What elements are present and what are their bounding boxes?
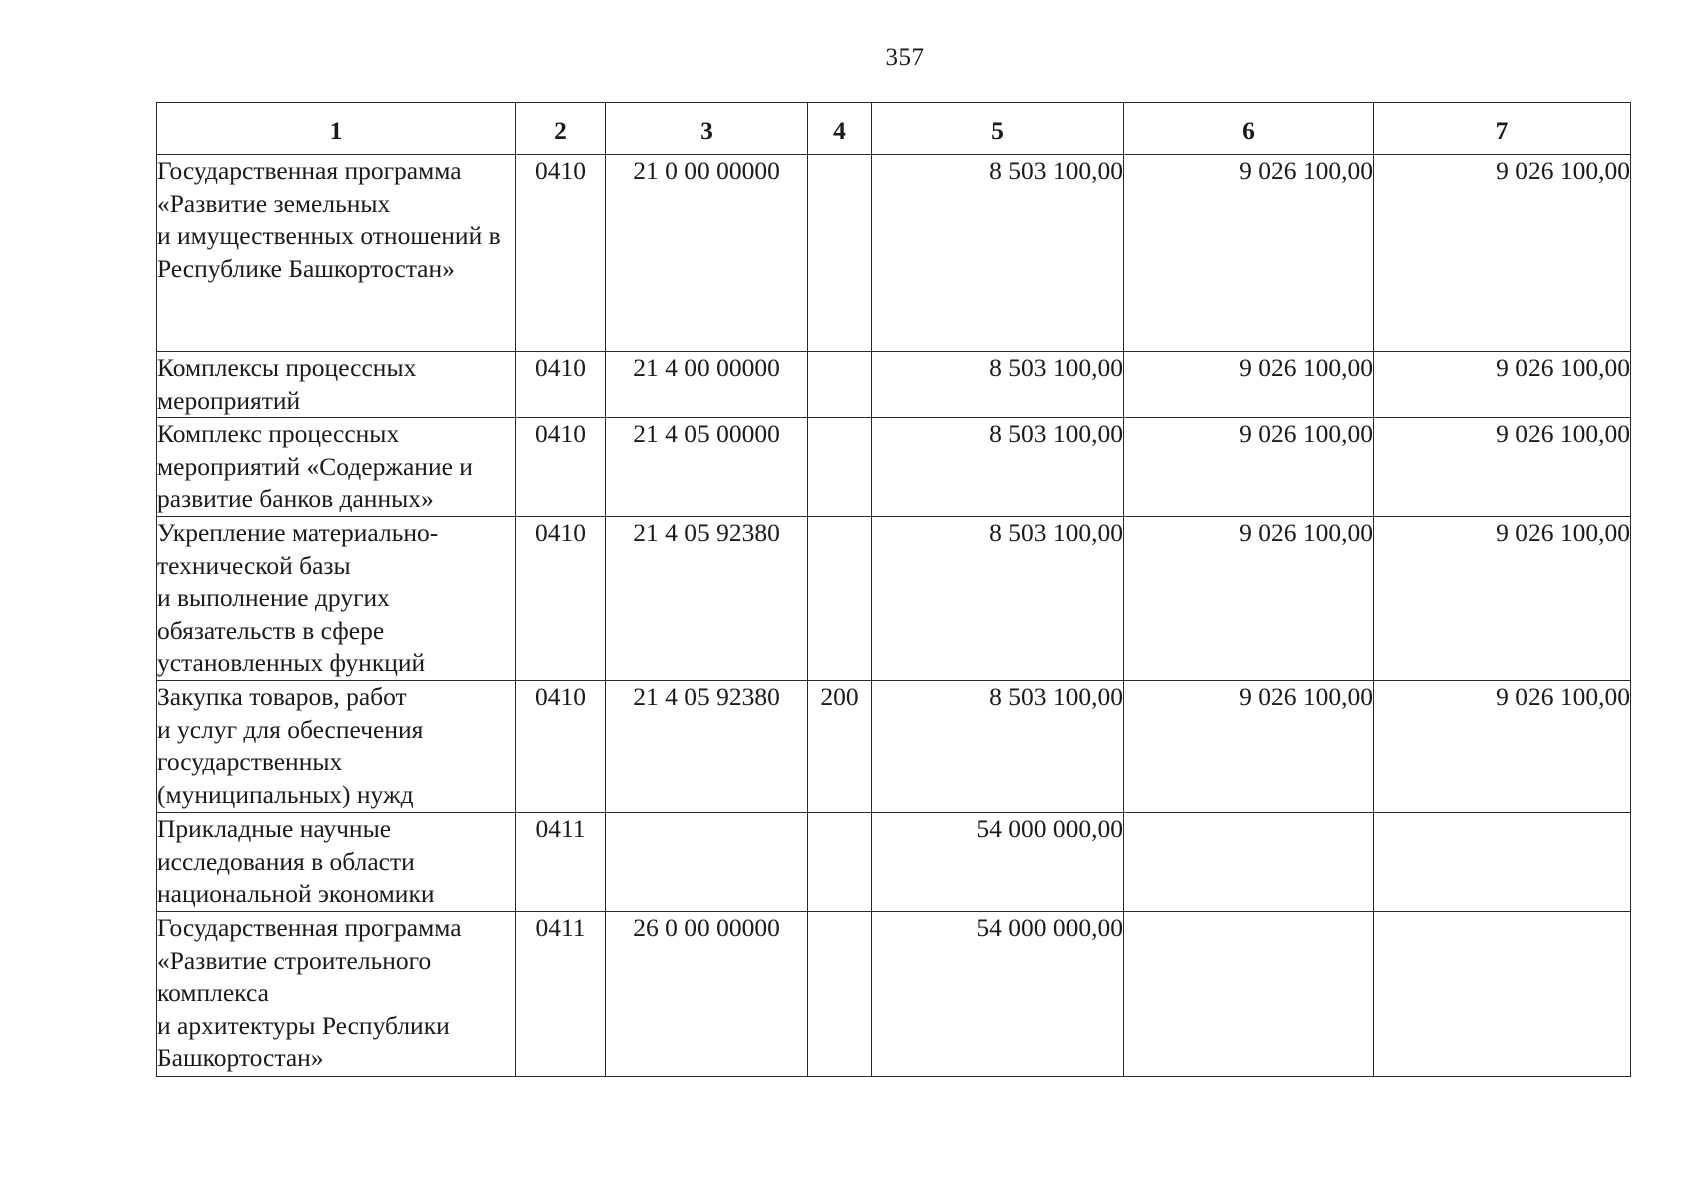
- header-col-1: 1: [157, 103, 516, 155]
- row-value-5: 54 000 000,00: [872, 912, 1124, 1077]
- row-value-5: 8 503 100,00: [872, 352, 1124, 418]
- row-name: Комплексы процессных мероприятий: [157, 352, 516, 418]
- row-section: 0410: [516, 418, 606, 517]
- row-value-5: 8 503 100,00: [872, 155, 1124, 352]
- row-type: [808, 813, 872, 912]
- row-article: 21 4 05 00000: [606, 418, 808, 517]
- header-col-7: 7: [1374, 103, 1631, 155]
- row-section: 0411: [516, 813, 606, 912]
- row-type: [808, 517, 872, 681]
- row-value-5: 8 503 100,00: [872, 418, 1124, 517]
- table-row: [157, 155, 1631, 352]
- row-value-6: [1124, 912, 1374, 1077]
- row-article: 21 4 05 92380: [606, 517, 808, 681]
- row-type: [808, 418, 872, 517]
- header-col-5: 5: [872, 103, 1124, 155]
- table-row: [157, 912, 1631, 1077]
- row-value-7: 9 026 100,00: [1374, 352, 1631, 418]
- row-value-6: 9 026 100,00: [1124, 517, 1374, 681]
- table-row: [157, 352, 1631, 418]
- row-value-7: 9 026 100,00: [1374, 418, 1631, 517]
- row-value-5: 8 503 100,00: [872, 517, 1124, 681]
- header-col-4: 4: [808, 103, 872, 155]
- row-value-7: 9 026 100,00: [1374, 517, 1631, 681]
- page-number: 357: [885, 44, 925, 71]
- row-type: [808, 352, 872, 418]
- table-row: [157, 813, 1631, 912]
- row-value-7: 9 026 100,00: [1374, 681, 1631, 813]
- row-value-6: 9 026 100,00: [1124, 418, 1374, 517]
- row-type: 200: [808, 681, 872, 813]
- row-article: 21 4 05 92380: [606, 681, 808, 813]
- row-section: 0410: [516, 155, 606, 352]
- row-name: Государственная программа «Развитие земельных и имущественных отношений в Республике Башкортостан»: [157, 155, 516, 352]
- row-value-7: 9 026 100,00: [1374, 155, 1631, 352]
- row-article: 21 0 00 00000: [606, 155, 808, 352]
- row-name: Комплекс процессных мероприятий «Содержание и развитие банков данных»: [157, 418, 516, 517]
- row-value-7: [1374, 912, 1631, 1077]
- row-value-6: [1124, 813, 1374, 912]
- table-row: [157, 418, 1631, 517]
- row-value-6: 9 026 100,00: [1124, 681, 1374, 813]
- header-col-3: 3: [606, 103, 808, 155]
- header-col-6: 6: [1124, 103, 1374, 155]
- row-section: 0410: [516, 352, 606, 418]
- row-value-6: 9 026 100,00: [1124, 155, 1374, 352]
- row-article: [606, 813, 808, 912]
- row-type: [808, 912, 872, 1077]
- row-value-5: 54 000 000,00: [872, 813, 1124, 912]
- row-section: 0410: [516, 517, 606, 681]
- row-section: 0410: [516, 681, 606, 813]
- row-name: Укрепление материально-технической базы и выполнение других обязательств в сфере установленных функций: [157, 517, 516, 681]
- header-col-2: 2: [516, 103, 606, 155]
- row-name: Прикладные научные исследования в области национальной экономики: [157, 813, 516, 912]
- row-section: 0411: [516, 912, 606, 1077]
- budget-table: [156, 102, 1631, 1077]
- row-article: 26 0 00 00000: [606, 912, 808, 1077]
- table-row: [157, 681, 1631, 813]
- row-type: [808, 155, 872, 352]
- row-article: 21 4 00 00000: [606, 352, 808, 418]
- table-row: [157, 517, 1631, 681]
- row-value-6: 9 026 100,00: [1124, 352, 1374, 418]
- row-name: Государственная программа «Развитие строительного комплекса и архитектуры Республики Башкортостан»: [157, 912, 516, 1077]
- row-name: Закупка товаров, работ и услуг для обеспечения государственных (муниципальных) нужд: [157, 681, 516, 813]
- row-value-5: 8 503 100,00: [872, 681, 1124, 813]
- header-row: [157, 103, 1631, 155]
- row-value-7: [1374, 813, 1631, 912]
